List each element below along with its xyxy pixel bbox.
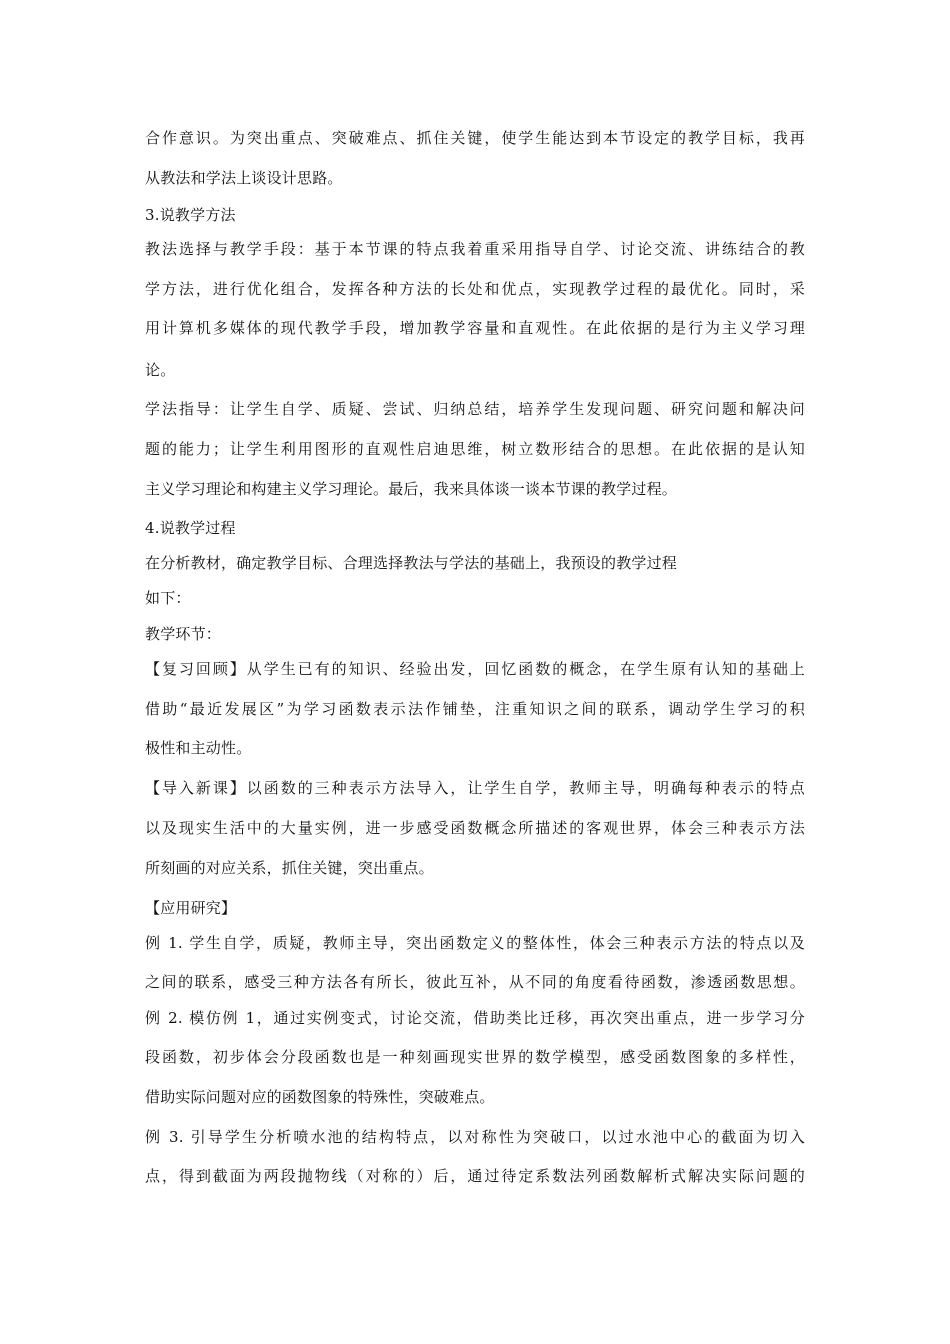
text-line: 所刻画的对应关系，抓住关键，突出重点。 xyxy=(145,859,434,877)
text-line: 合作意识。为突出重点、突破难点、抓住关键，使学生能达到本节设定的教学目标，我再 xyxy=(145,129,805,147)
text-line: 在分析教材，确定教学目标、合理选择教法与学法的基础上，我预设的教学过程 xyxy=(145,554,678,572)
text-line: 段函数，初步体会分段函数也是一种刻画现实世界的数学模型，感受函数图象的多样性， xyxy=(145,1048,805,1066)
text-line: 从教法和学法上谈设计思路。 xyxy=(145,169,343,187)
text-line: 点，得到截面为两段抛物线（对称的）后，通过待定系数法列函数解析式解决实际问题的 xyxy=(145,1167,805,1185)
text-line: 用计算机多媒体的现代教学手段，增加教学容量和直观性。在此依据的是行为主义学习理 xyxy=(145,319,805,337)
text-line: 【导入新课】以函数的三种表示方法导入，让学生自学，教师主导，明确每种表示的特点 xyxy=(145,779,805,797)
text-line: 学法指导：让学生自学、质疑、尝试、归纳总结，培养学生发现问题、研究问题和解决问 xyxy=(145,400,805,418)
text-line: 以及现实生活中的大量实例，进一步感受函数概念所描述的客观世界，体会三种表示方法 xyxy=(145,819,805,837)
text-line: 之间的联系，感受三种方法各有所长，彼此互补，从不同的角度看待函数，渗透函数思想。 xyxy=(145,973,805,991)
text-line: 论。 xyxy=(145,361,176,379)
text-line: 【复习回顾】从学生已有的知识、经验出发，回忆函数的概念，在学生原有认知的基础上 xyxy=(145,660,805,678)
section-heading: 3.说教学方法 xyxy=(145,206,236,224)
text-line: 例 2. 模仿例 1，通过实例变式，讨论交流，借助类比迁移，再次突出重点，进一步学习分 xyxy=(145,1009,805,1027)
text-line: 借助实际问题对应的函数图象的特殊性，突破难点。 xyxy=(145,1088,495,1106)
text-line: 如下： xyxy=(145,589,191,607)
text-line: 学方法，进行优化组合，发挥各种方法的长处和优点，实现教学过程的最优化。同时，采 xyxy=(145,280,805,298)
text-line: 主义学习理论和构建主义学习理论。最后，我来具体谈一谈本节课的教学过程。 xyxy=(145,480,678,498)
section-heading: 4.说教学过程 xyxy=(145,519,236,537)
text-line: 借助“最近发展区”为学习函数表示法作铺垫，注重知识之间的联系，调动学生学习的积 xyxy=(145,700,805,718)
text-line: 教法选择与教学手段：基于本节课的特点我着重采用指导自学、讨论交流、讲练结合的教 xyxy=(145,240,805,258)
text-line: 教学环节： xyxy=(145,625,222,643)
text-line: 例 3. 引导学生分析喷水池的结构特点，以对称性为突破口，以过水池中心的截面为切入 xyxy=(145,1128,805,1146)
text-line: 例 1. 学生自学，质疑，教师主导，突出函数定义的整体性，体会三种表示方法的特点以及 xyxy=(145,934,805,952)
text-line: 极性和主动性。 xyxy=(145,739,252,757)
text-line: 题的能力；让学生利用图形的直观性启迪思维，树立数形结合的思想。在此依据的是认知 xyxy=(145,440,805,458)
section-heading: 【应用研究】 xyxy=(145,899,237,917)
